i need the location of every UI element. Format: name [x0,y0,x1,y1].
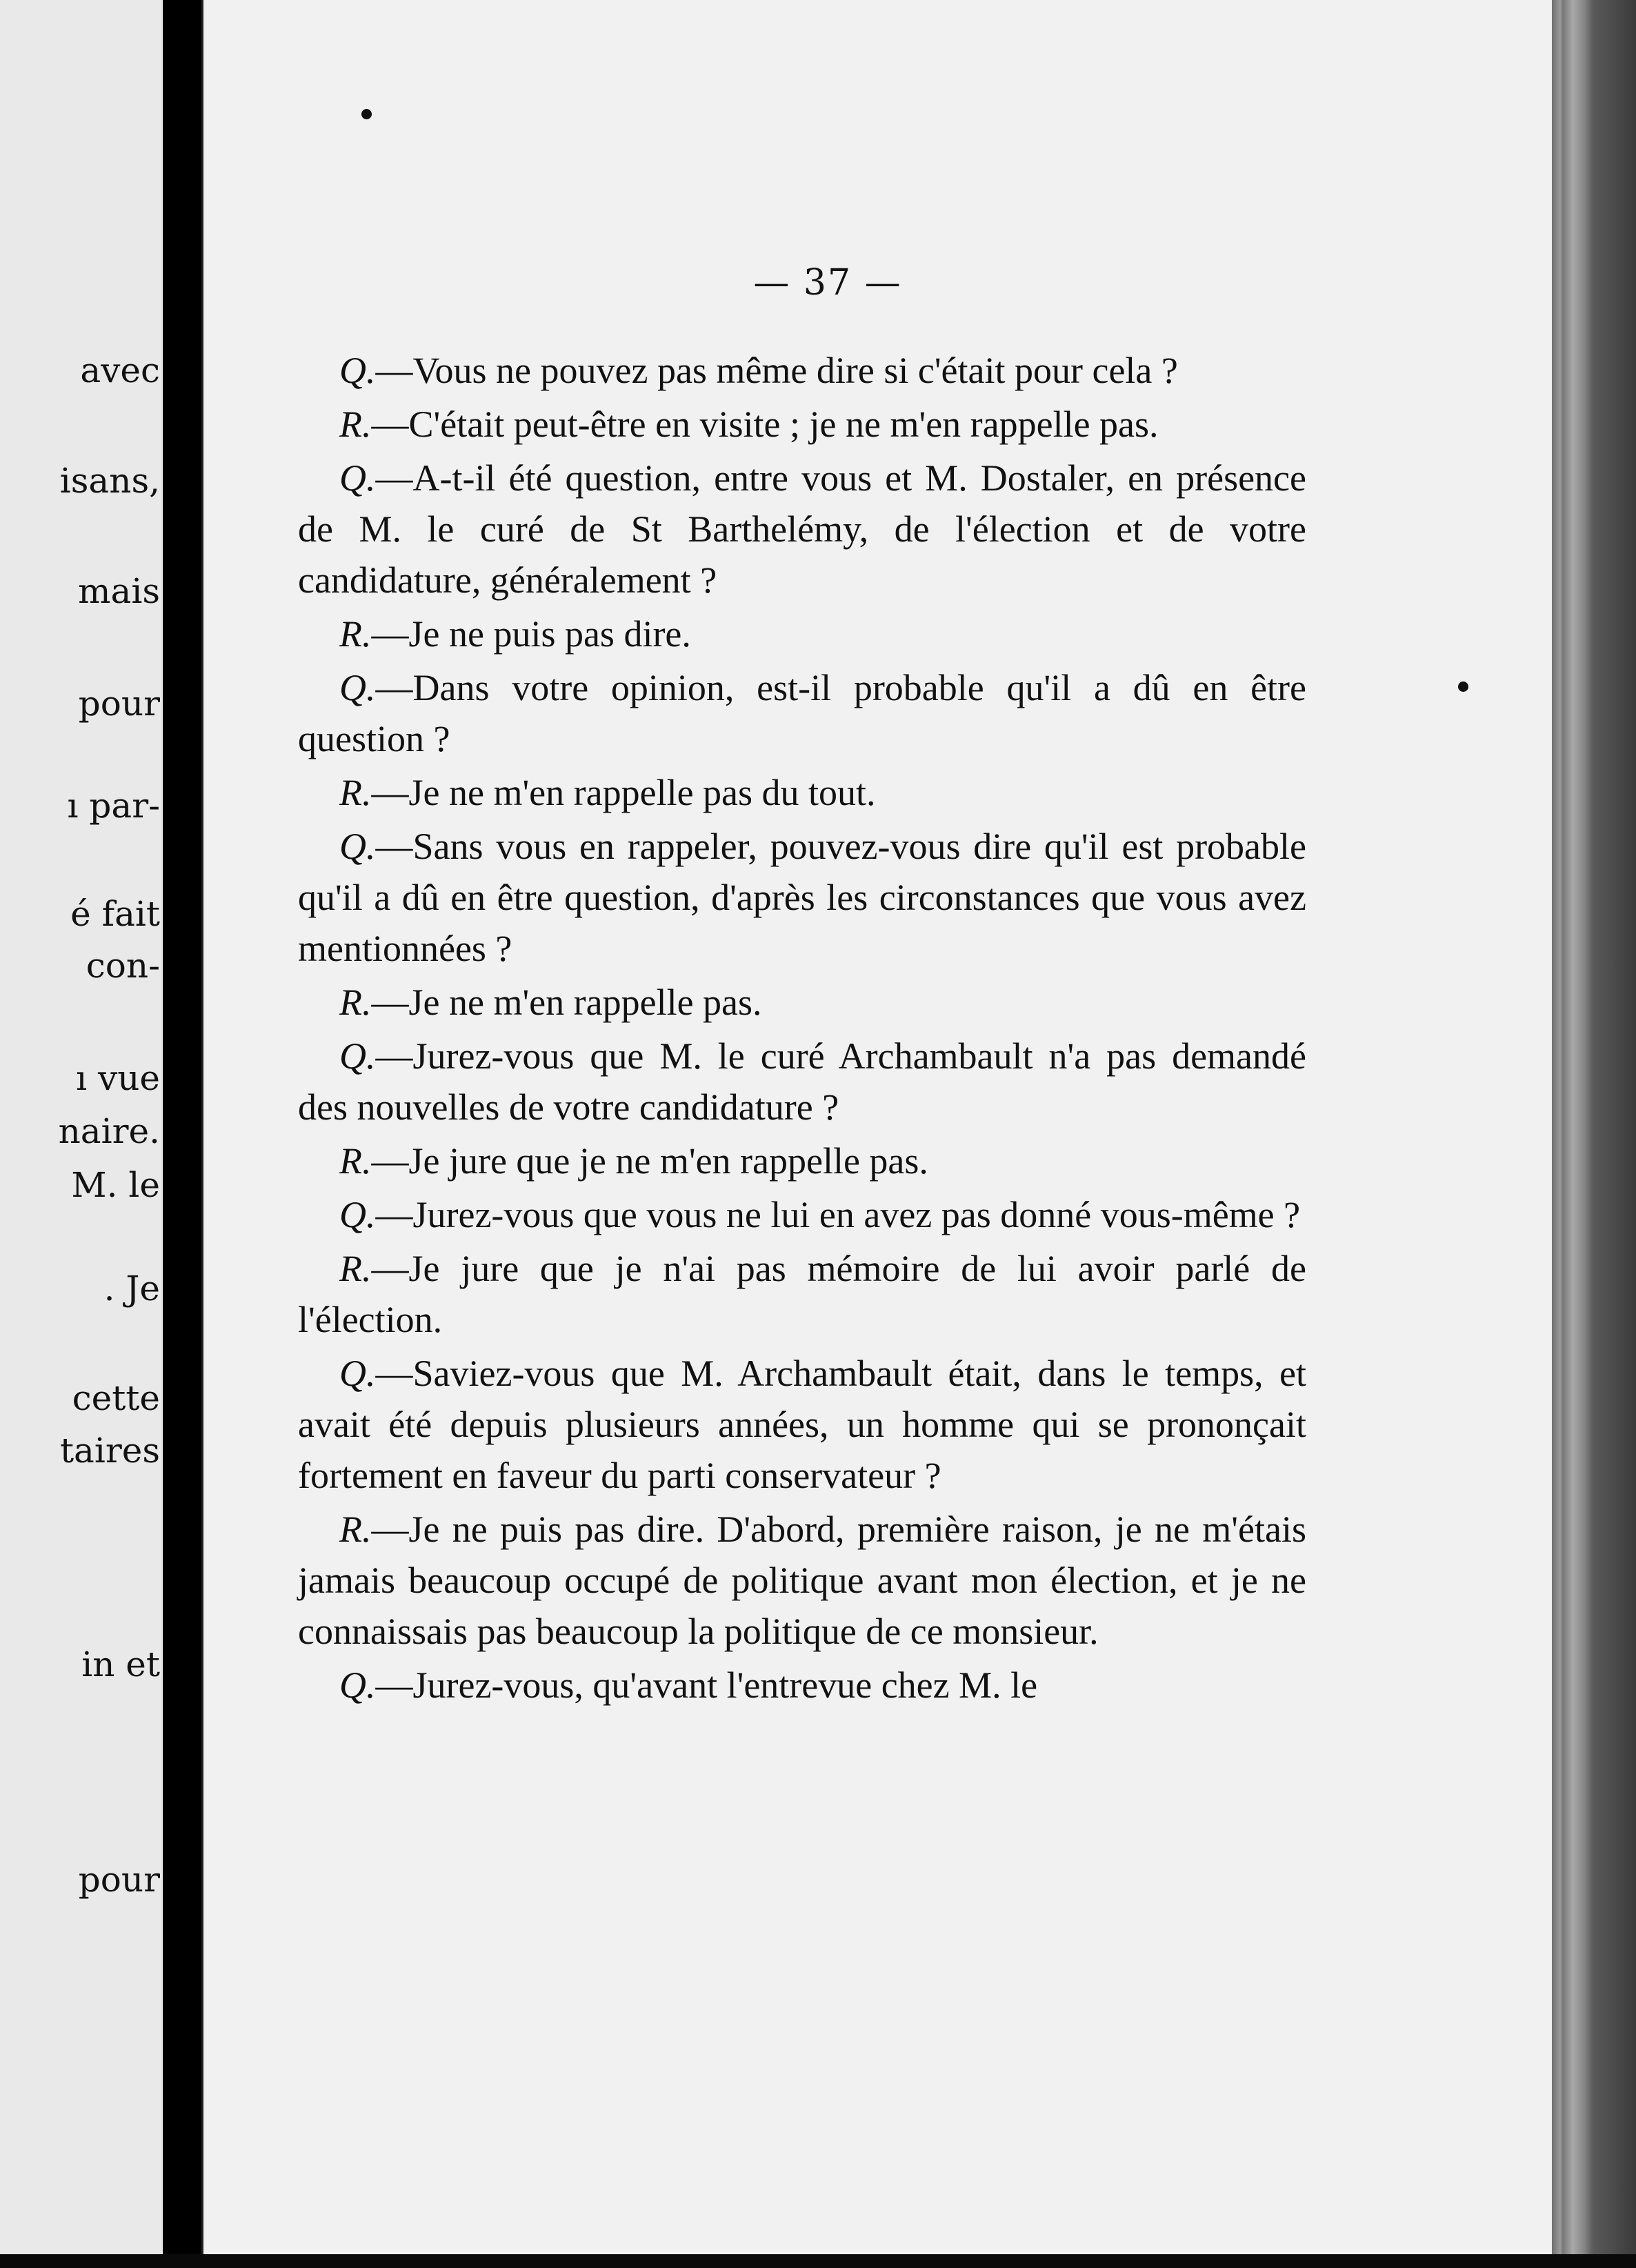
speaker-label: R. [339,1140,372,1182]
paragraph-text: —Je jure que je ne m'en rappelle pas. [371,1140,928,1182]
paragraph-text: —A-t-il été question, entre vous et M. Dostaler, en présence de M. le curé de St Barthelémy, de l'élection et de votre candidature, généralement ? [298,457,1306,601]
previous-page-line: mais [78,571,160,611]
speaker-label: Q. [339,1194,376,1235]
testimony-text [298,345,1306,1711]
speaker-label: Q. [339,826,376,867]
previous-page-line: naire. [58,1111,160,1151]
paragraph-text: —Je jure que je n'ai pas mémoire de lui avoir parlé de l'élection. [298,1248,1306,1340]
speaker-label: Q. [339,1353,376,1394]
paragraph-text: —Je ne puis pas dire. [371,613,691,655]
speaker-label: Q. [339,1664,376,1706]
previous-page-fragment [0,0,163,2268]
paragraph-text: —Je ne puis pas dire. D'abord, première raison, je ne m'étais jamais beaucoup occupé de politique avant mon élection, et je ne connaissais pas beaucoup la politique de ce monsieur. [298,1509,1306,1652]
testimony-paragraph [298,1348,1306,1501]
previous-page-line: taires [59,1431,160,1471]
previous-page-line: in et [81,1644,160,1684]
paragraph-text: —Vous ne pouvez pas même dire si c'était pour cela ? [375,350,1178,391]
previous-page-line: . Je [103,1269,160,1309]
paragraph-text: —Jurez-vous que M. le curé Archambault n'a pas demandé des nouvelles de votre candidature ? [298,1035,1306,1128]
previous-page-line: ı vue [76,1058,160,1098]
testimony-paragraph [298,608,1306,659]
previous-page-line: M. le [71,1165,160,1205]
previous-page-line: con- [86,946,160,986]
previous-page-line: avec [80,350,160,390]
page-gutter [163,0,201,2268]
testimony-paragraph [298,452,1306,606]
testimony-paragraph [298,1504,1306,1657]
previous-page-line: pour [78,1860,160,1900]
testimony-paragraph [298,821,1306,974]
speaker-label: R. [339,1509,372,1550]
testimony-paragraph [298,1660,1306,1711]
testimony-paragraph [298,399,1306,450]
speaker-label: Q. [339,457,376,499]
testimony-paragraph [298,345,1306,396]
paragraph-text: —Jurez-vous que vous ne lui en avez pas donné vous-même ? [375,1194,1301,1235]
paragraph-text: —Saviez-vous que M. Archambault était, dans le temps, et avait été depuis plusieurs années, un homme qui se prononçait fortement en faveur du parti conservateur ? [298,1353,1306,1496]
speaker-label: Q. [339,1035,376,1077]
speaker-label: R. [339,404,372,445]
testimony-paragraph [298,1189,1306,1240]
testimony-paragraph [298,1135,1306,1186]
testimony-paragraph [298,767,1306,818]
testimony-paragraph [298,1243,1306,1345]
paragraph-text: —Je ne m'en rappelle pas. [371,982,762,1023]
page-number: — 37 — [753,262,902,304]
previous-page-line: pour [78,684,160,724]
speaker-label: Q. [339,350,376,391]
paragraph-text: —Je ne m'en rappelle pas du tout. [371,772,876,813]
page-edge [1552,0,1636,2268]
speaker-label: R. [339,772,372,813]
speaker-label: R. [339,613,372,655]
speaker-label: R. [339,982,372,1023]
ink-speck [361,109,372,119]
testimony-paragraph [298,977,1306,1028]
paragraph-text: —C'était peut-être en visite ; je ne m'en rappelle pas. [371,404,1159,445]
speaker-label: R. [339,1248,372,1289]
previous-page-line: cette [72,1378,160,1418]
scan-border [0,2254,1636,2268]
paragraph-text: —Sans vous en rappeler, pouvez-vous dire qu'il est probable qu'il a dû en être question, d'après les circonstances que vous avez mentionnées ? [298,826,1306,969]
speaker-label: Q. [339,667,376,708]
testimony-paragraph [298,1031,1306,1133]
paragraph-text: —Jurez-vous, qu'avant l'entrevue chez M. le [375,1664,1038,1706]
paragraph-text: —Dans votre opinion, est-il probable qu'il a dû en être question ? [298,667,1306,759]
previous-page-line: isans, [59,461,160,501]
ink-speck [1458,682,1468,692]
testimony-paragraph [298,662,1306,764]
previous-page-line: é fait [70,894,160,934]
previous-page-line: ı par- [67,786,160,826]
